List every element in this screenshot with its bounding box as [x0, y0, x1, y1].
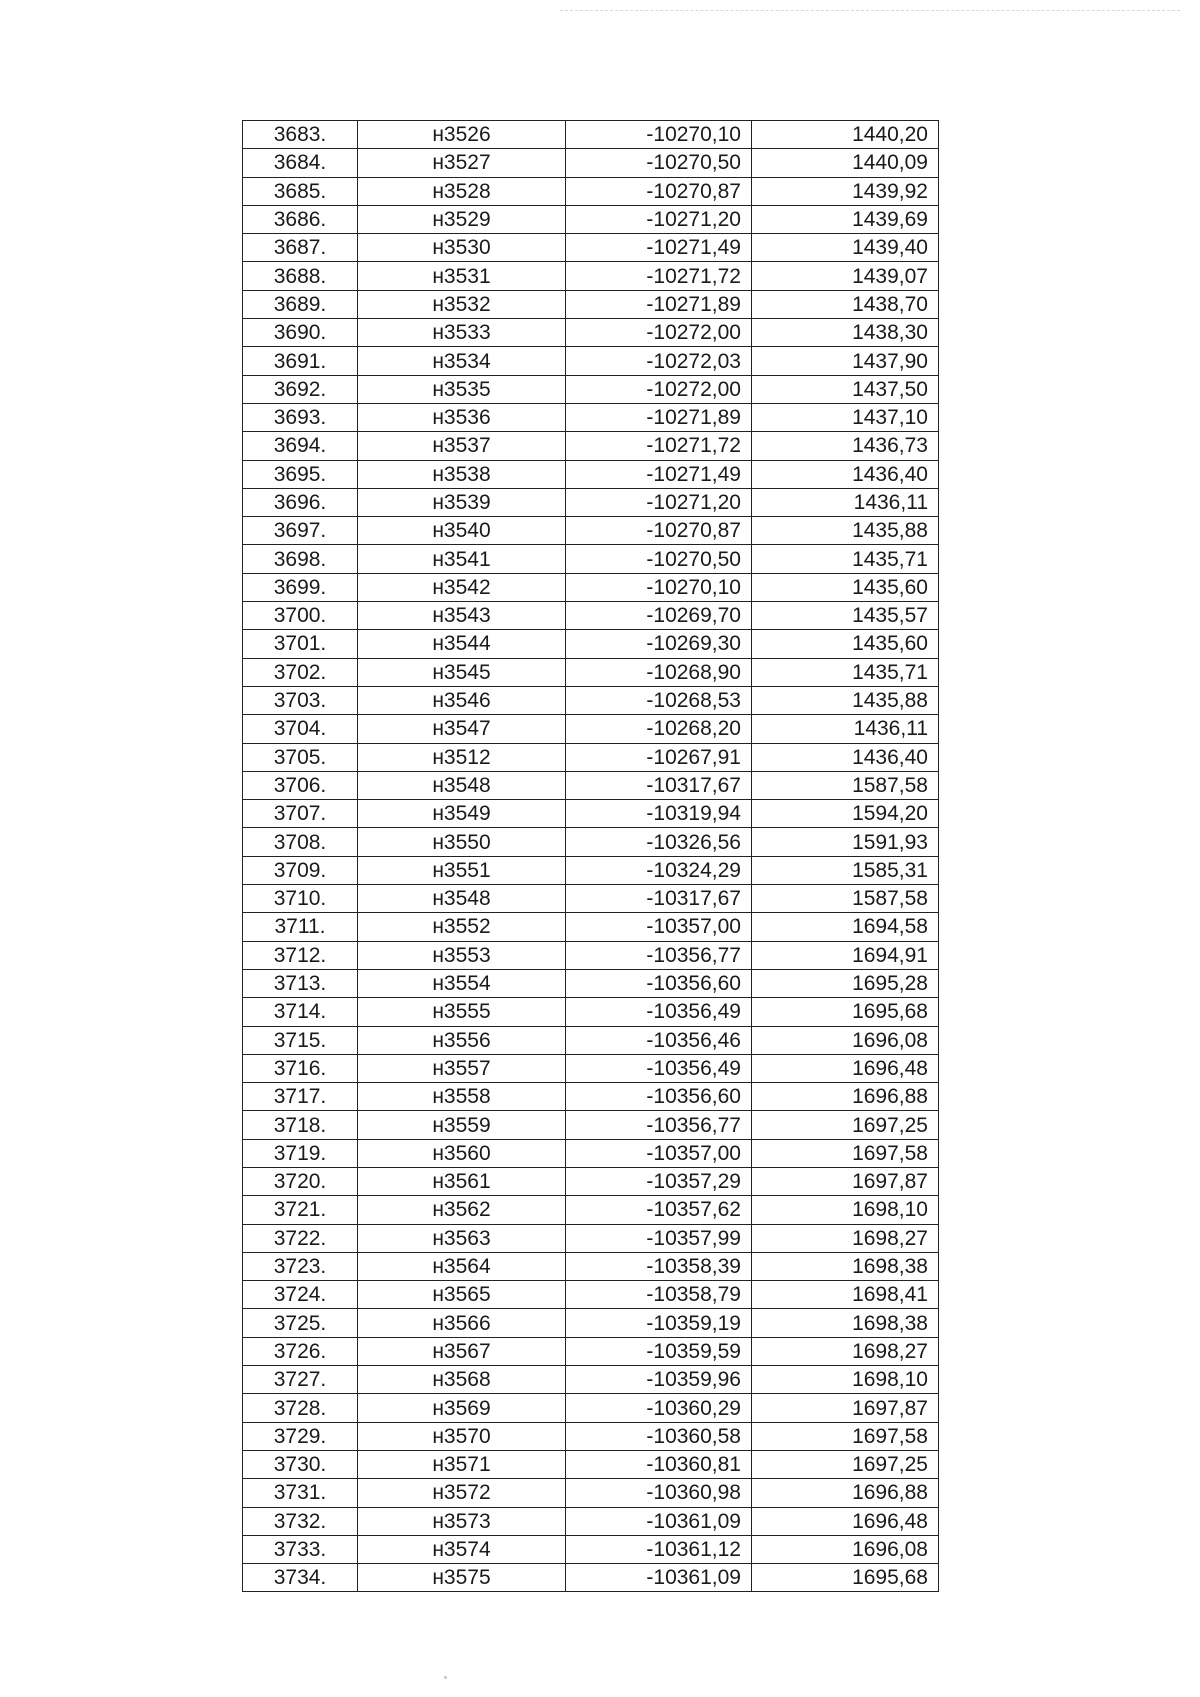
point-name-cell: н3561	[358, 1167, 566, 1195]
y-coordinate-cell: 1436,73	[752, 432, 939, 460]
row-number-cell: 3708.	[243, 828, 358, 856]
y-coordinate-cell: 1697,25	[752, 1111, 939, 1139]
y-coordinate-cell: 1698,38	[752, 1252, 939, 1280]
x-coordinate-cell: -10324,29	[566, 856, 752, 884]
point-name-cell: н3570	[358, 1422, 566, 1450]
row-number-cell: 3683.	[243, 121, 358, 149]
x-coordinate-cell: -10271,49	[566, 460, 752, 488]
table-row	[243, 658, 939, 686]
x-coordinate-cell: -10271,20	[566, 205, 752, 233]
table-row	[243, 1450, 939, 1478]
row-number-cell: 3697.	[243, 517, 358, 545]
x-coordinate-cell: -10356,77	[566, 1111, 752, 1139]
y-coordinate-cell: 1439,69	[752, 205, 939, 233]
y-coordinate-cell: 1695,28	[752, 969, 939, 997]
row-number-cell: 3705.	[243, 743, 358, 771]
row-number-cell: 3686.	[243, 205, 358, 233]
y-coordinate-cell: 1697,58	[752, 1139, 939, 1167]
y-coordinate-cell: 1585,31	[752, 856, 939, 884]
row-number-cell: 3732.	[243, 1507, 358, 1535]
point-name-cell: н3535	[358, 375, 566, 403]
y-coordinate-cell: 1587,58	[752, 771, 939, 799]
y-coordinate-cell: 1435,88	[752, 686, 939, 714]
x-coordinate-cell: -10356,49	[566, 998, 752, 1026]
x-coordinate-cell: -10361,09	[566, 1507, 752, 1535]
row-number-cell: 3727.	[243, 1366, 358, 1394]
row-number-cell: 3704.	[243, 715, 358, 743]
x-coordinate-cell: -10270,87	[566, 177, 752, 205]
point-name-cell: н3556	[358, 1026, 566, 1054]
x-coordinate-cell: -10359,19	[566, 1309, 752, 1337]
scan-artifact-line	[560, 10, 1180, 12]
table-row	[243, 1196, 939, 1224]
y-coordinate-cell: 1437,90	[752, 347, 939, 375]
y-coordinate-cell: 1696,08	[752, 1026, 939, 1054]
row-number-cell: 3688.	[243, 262, 358, 290]
row-number-cell: 3728.	[243, 1394, 358, 1422]
table-row	[243, 573, 939, 601]
x-coordinate-cell: -10271,72	[566, 262, 752, 290]
x-coordinate-cell: -10357,00	[566, 1139, 752, 1167]
point-name-cell: н3573	[358, 1507, 566, 1535]
x-coordinate-cell: -10272,00	[566, 319, 752, 347]
point-name-cell: н3553	[358, 941, 566, 969]
point-name-cell: н3564	[358, 1252, 566, 1280]
row-number-cell: 3714.	[243, 998, 358, 1026]
x-coordinate-cell: -10326,56	[566, 828, 752, 856]
y-coordinate-cell: 1439,40	[752, 234, 939, 262]
y-coordinate-cell: 1697,58	[752, 1422, 939, 1450]
table-row	[243, 1167, 939, 1195]
point-name-cell: н3547	[358, 715, 566, 743]
y-coordinate-cell: 1435,71	[752, 658, 939, 686]
table-row	[243, 375, 939, 403]
row-number-cell: 3716.	[243, 1054, 358, 1082]
point-name-cell: н3552	[358, 913, 566, 941]
x-coordinate-cell: -10270,10	[566, 573, 752, 601]
point-name-cell: н3574	[358, 1535, 566, 1563]
row-number-cell: 3725.	[243, 1309, 358, 1337]
table-row	[243, 1252, 939, 1280]
table-row	[243, 234, 939, 262]
coordinates-table	[242, 120, 939, 1592]
x-coordinate-cell: -10360,29	[566, 1394, 752, 1422]
x-coordinate-cell: -10360,81	[566, 1450, 752, 1478]
table-row	[243, 432, 939, 460]
y-coordinate-cell: 1440,20	[752, 121, 939, 149]
row-number-cell: 3729.	[243, 1422, 358, 1450]
x-coordinate-cell: -10272,03	[566, 347, 752, 375]
table-row	[243, 771, 939, 799]
y-coordinate-cell: 1591,93	[752, 828, 939, 856]
point-name-cell: н3545	[358, 658, 566, 686]
x-coordinate-cell: -10357,62	[566, 1196, 752, 1224]
row-number-cell: 3733.	[243, 1535, 358, 1563]
row-number-cell: 3701.	[243, 630, 358, 658]
row-number-cell: 3695.	[243, 460, 358, 488]
point-name-cell: н3565	[358, 1281, 566, 1309]
table-row	[243, 800, 939, 828]
row-number-cell: 3717.	[243, 1083, 358, 1111]
table-row	[243, 488, 939, 516]
row-number-cell: 3690.	[243, 319, 358, 347]
row-number-cell: 3703.	[243, 686, 358, 714]
scan-artifact-dot	[444, 1676, 447, 1679]
x-coordinate-cell: -10356,77	[566, 941, 752, 969]
row-number-cell: 3692.	[243, 375, 358, 403]
table-row	[243, 1422, 939, 1450]
point-name-cell: н3512	[358, 743, 566, 771]
y-coordinate-cell: 1438,70	[752, 290, 939, 318]
x-coordinate-cell: -10271,72	[566, 432, 752, 460]
x-coordinate-cell: -10270,50	[566, 545, 752, 573]
table-row	[243, 1337, 939, 1365]
table-row	[243, 715, 939, 743]
table-row	[243, 1394, 939, 1422]
row-number-cell: 3696.	[243, 488, 358, 516]
point-name-cell: н3546	[358, 686, 566, 714]
point-name-cell: н3528	[358, 177, 566, 205]
row-number-cell: 3710.	[243, 885, 358, 913]
x-coordinate-cell: -10357,29	[566, 1167, 752, 1195]
x-coordinate-cell: -10361,09	[566, 1564, 752, 1592]
row-number-cell: 3730.	[243, 1450, 358, 1478]
point-name-cell: н3566	[358, 1309, 566, 1337]
x-coordinate-cell: -10271,89	[566, 290, 752, 318]
point-name-cell: н3549	[358, 800, 566, 828]
x-coordinate-cell: -10356,60	[566, 1083, 752, 1111]
table-row	[243, 602, 939, 630]
y-coordinate-cell: 1697,25	[752, 1450, 939, 1478]
y-coordinate-cell: 1695,68	[752, 1564, 939, 1592]
row-number-cell: 3689.	[243, 290, 358, 318]
x-coordinate-cell: -10358,39	[566, 1252, 752, 1280]
point-name-cell: н3539	[358, 488, 566, 516]
row-number-cell: 3691.	[243, 347, 358, 375]
row-number-cell: 3706.	[243, 771, 358, 799]
x-coordinate-cell: -10317,67	[566, 885, 752, 913]
table-row	[243, 885, 939, 913]
y-coordinate-cell: 1696,88	[752, 1083, 939, 1111]
point-name-cell: н3532	[358, 290, 566, 318]
row-number-cell: 3693.	[243, 403, 358, 431]
y-coordinate-cell: 1698,41	[752, 1281, 939, 1309]
point-name-cell: н3531	[358, 262, 566, 290]
table-row	[243, 630, 939, 658]
y-coordinate-cell: 1436,11	[752, 488, 939, 516]
row-number-cell: 3687.	[243, 234, 358, 262]
table-row	[243, 149, 939, 177]
y-coordinate-cell: 1698,10	[752, 1196, 939, 1224]
row-number-cell: 3709.	[243, 856, 358, 884]
y-coordinate-cell: 1436,11	[752, 715, 939, 743]
point-name-cell: н3571	[358, 1450, 566, 1478]
point-name-cell: н3568	[358, 1366, 566, 1394]
row-number-cell: 3715.	[243, 1026, 358, 1054]
table-row	[243, 941, 939, 969]
table-row	[243, 913, 939, 941]
table-row	[243, 517, 939, 545]
y-coordinate-cell: 1697,87	[752, 1394, 939, 1422]
table-row	[243, 1309, 939, 1337]
row-number-cell: 3698.	[243, 545, 358, 573]
table-row	[243, 1479, 939, 1507]
y-coordinate-cell: 1594,20	[752, 800, 939, 828]
x-coordinate-cell: -10267,91	[566, 743, 752, 771]
y-coordinate-cell: 1694,91	[752, 941, 939, 969]
table-row	[243, 460, 939, 488]
table-row	[243, 1507, 939, 1535]
row-number-cell: 3707.	[243, 800, 358, 828]
table-row	[243, 290, 939, 318]
point-name-cell: н3557	[358, 1054, 566, 1082]
table-row	[243, 828, 939, 856]
x-coordinate-cell: -10271,20	[566, 488, 752, 516]
point-name-cell: н3548	[358, 885, 566, 913]
x-coordinate-cell: -10358,79	[566, 1281, 752, 1309]
point-name-cell: н3542	[358, 573, 566, 601]
y-coordinate-cell: 1439,92	[752, 177, 939, 205]
x-coordinate-cell: -10357,00	[566, 913, 752, 941]
point-name-cell: н3559	[358, 1111, 566, 1139]
row-number-cell: 3720.	[243, 1167, 358, 1195]
y-coordinate-cell: 1435,71	[752, 545, 939, 573]
point-name-cell: н3572	[358, 1479, 566, 1507]
table-row	[243, 1111, 939, 1139]
table-row	[243, 177, 939, 205]
x-coordinate-cell: -10269,30	[566, 630, 752, 658]
y-coordinate-cell: 1587,58	[752, 885, 939, 913]
x-coordinate-cell: -10317,67	[566, 771, 752, 799]
x-coordinate-cell: -10356,46	[566, 1026, 752, 1054]
row-number-cell: 3711.	[243, 913, 358, 941]
table-row	[243, 856, 939, 884]
x-coordinate-cell: -10360,98	[566, 1479, 752, 1507]
point-name-cell: н3527	[358, 149, 566, 177]
y-coordinate-cell: 1696,48	[752, 1507, 939, 1535]
y-coordinate-cell: 1437,10	[752, 403, 939, 431]
y-coordinate-cell: 1435,60	[752, 573, 939, 601]
row-number-cell: 3721.	[243, 1196, 358, 1224]
point-name-cell: н3538	[358, 460, 566, 488]
row-number-cell: 3712.	[243, 941, 358, 969]
row-number-cell: 3734.	[243, 1564, 358, 1592]
x-coordinate-cell: -10268,20	[566, 715, 752, 743]
coordinates-table-body	[243, 121, 939, 1592]
point-name-cell: н3543	[358, 602, 566, 630]
table-row	[243, 121, 939, 149]
y-coordinate-cell: 1696,48	[752, 1054, 939, 1082]
table-row	[243, 686, 939, 714]
x-coordinate-cell: -10361,12	[566, 1535, 752, 1563]
table-row	[243, 1535, 939, 1563]
row-number-cell: 3722.	[243, 1224, 358, 1252]
table-row	[243, 1366, 939, 1394]
point-name-cell: н3533	[358, 319, 566, 347]
point-name-cell: н3563	[358, 1224, 566, 1252]
y-coordinate-cell: 1698,27	[752, 1337, 939, 1365]
point-name-cell: н3530	[358, 234, 566, 262]
point-name-cell: н3550	[358, 828, 566, 856]
x-coordinate-cell: -10270,50	[566, 149, 752, 177]
table-row	[243, 319, 939, 347]
row-number-cell: 3718.	[243, 1111, 358, 1139]
x-coordinate-cell: -10271,89	[566, 403, 752, 431]
y-coordinate-cell: 1695,68	[752, 998, 939, 1026]
x-coordinate-cell: -10319,94	[566, 800, 752, 828]
y-coordinate-cell: 1696,88	[752, 1479, 939, 1507]
table-row	[243, 1139, 939, 1167]
table-row	[243, 998, 939, 1026]
x-coordinate-cell: -10359,96	[566, 1366, 752, 1394]
row-number-cell: 3700.	[243, 602, 358, 630]
row-number-cell: 3724.	[243, 1281, 358, 1309]
row-number-cell: 3684.	[243, 149, 358, 177]
x-coordinate-cell: -10356,60	[566, 969, 752, 997]
y-coordinate-cell: 1698,38	[752, 1309, 939, 1337]
table-row	[243, 1054, 939, 1082]
x-coordinate-cell: -10272,00	[566, 375, 752, 403]
y-coordinate-cell: 1435,60	[752, 630, 939, 658]
x-coordinate-cell: -10271,49	[566, 234, 752, 262]
x-coordinate-cell: -10268,53	[566, 686, 752, 714]
table-row	[243, 1026, 939, 1054]
y-coordinate-cell: 1436,40	[752, 743, 939, 771]
y-coordinate-cell: 1440,09	[752, 149, 939, 177]
row-number-cell: 3699.	[243, 573, 358, 601]
point-name-cell: н3558	[358, 1083, 566, 1111]
row-number-cell: 3702.	[243, 658, 358, 686]
row-number-cell: 3731.	[243, 1479, 358, 1507]
table-row	[243, 1281, 939, 1309]
row-number-cell: 3713.	[243, 969, 358, 997]
table-row	[243, 545, 939, 573]
table-row	[243, 403, 939, 431]
x-coordinate-cell: -10360,58	[566, 1422, 752, 1450]
row-number-cell: 3723.	[243, 1252, 358, 1280]
point-name-cell: н3536	[358, 403, 566, 431]
table-row	[243, 262, 939, 290]
x-coordinate-cell: -10270,10	[566, 121, 752, 149]
y-coordinate-cell: 1698,10	[752, 1366, 939, 1394]
point-name-cell: н3569	[358, 1394, 566, 1422]
point-name-cell: н3562	[358, 1196, 566, 1224]
y-coordinate-cell: 1437,50	[752, 375, 939, 403]
point-name-cell: н3537	[358, 432, 566, 460]
x-coordinate-cell: -10356,49	[566, 1054, 752, 1082]
point-name-cell: н3555	[358, 998, 566, 1026]
row-number-cell: 3719.	[243, 1139, 358, 1167]
point-name-cell: н3544	[358, 630, 566, 658]
point-name-cell: н3554	[358, 969, 566, 997]
table-row	[243, 347, 939, 375]
point-name-cell: н3567	[358, 1337, 566, 1365]
table-row	[243, 1083, 939, 1111]
point-name-cell: н3526	[358, 121, 566, 149]
table-row	[243, 969, 939, 997]
x-coordinate-cell: -10270,87	[566, 517, 752, 545]
table-row	[243, 1564, 939, 1592]
row-number-cell: 3694.	[243, 432, 358, 460]
point-name-cell: н3534	[358, 347, 566, 375]
point-name-cell: н3540	[358, 517, 566, 545]
y-coordinate-cell: 1697,87	[752, 1167, 939, 1195]
y-coordinate-cell: 1698,27	[752, 1224, 939, 1252]
x-coordinate-cell: -10359,59	[566, 1337, 752, 1365]
point-name-cell: н3541	[358, 545, 566, 573]
y-coordinate-cell: 1438,30	[752, 319, 939, 347]
y-coordinate-cell: 1696,08	[752, 1535, 939, 1563]
point-name-cell: н3551	[358, 856, 566, 884]
y-coordinate-cell: 1435,57	[752, 602, 939, 630]
point-name-cell: н3529	[358, 205, 566, 233]
y-coordinate-cell: 1694,58	[752, 913, 939, 941]
x-coordinate-cell: -10269,70	[566, 602, 752, 630]
table-row	[243, 205, 939, 233]
point-name-cell: н3548	[358, 771, 566, 799]
y-coordinate-cell: 1435,88	[752, 517, 939, 545]
y-coordinate-cell: 1436,40	[752, 460, 939, 488]
row-number-cell: 3685.	[243, 177, 358, 205]
x-coordinate-cell: -10268,90	[566, 658, 752, 686]
point-name-cell: н3575	[358, 1564, 566, 1592]
table-row	[243, 1224, 939, 1252]
x-coordinate-cell: -10357,99	[566, 1224, 752, 1252]
table-row	[243, 743, 939, 771]
y-coordinate-cell: 1439,07	[752, 262, 939, 290]
point-name-cell: н3560	[358, 1139, 566, 1167]
row-number-cell: 3726.	[243, 1337, 358, 1365]
